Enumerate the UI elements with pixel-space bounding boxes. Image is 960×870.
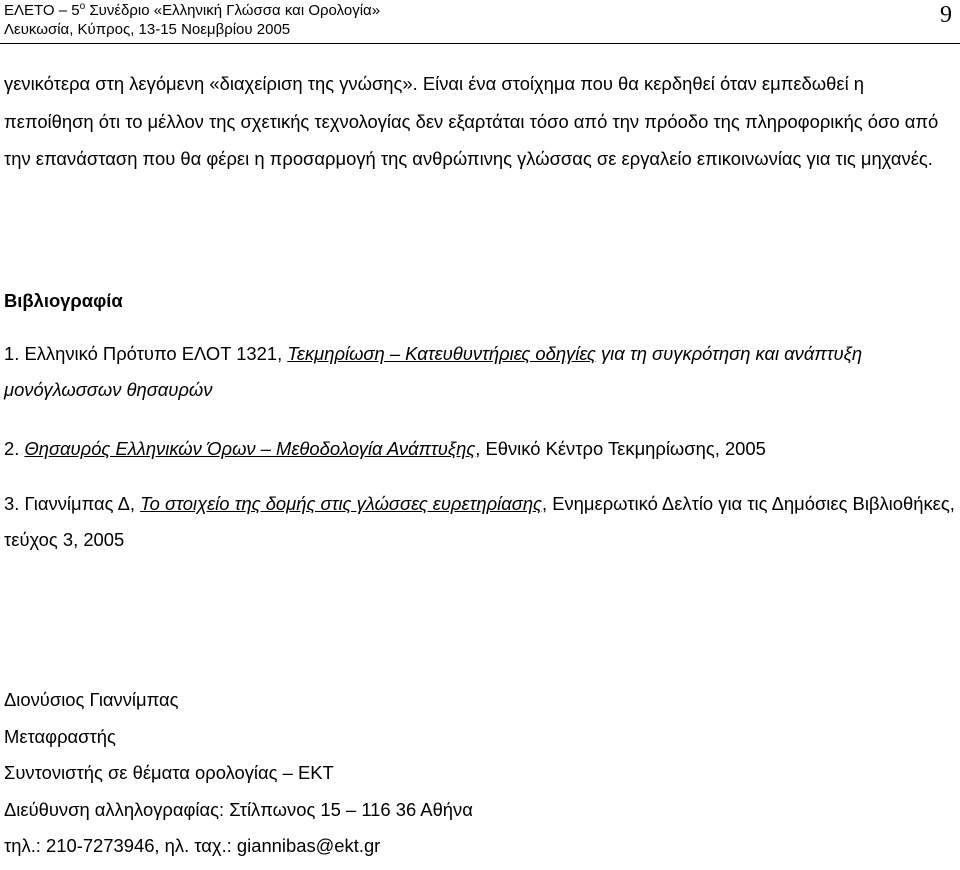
author-address: Διεύθυνση αλληλογραφίας: Στίλπωνος 15 – 116 36 Αθήνα: [4, 798, 473, 820]
body-paragraph: γενικότερα στη λεγόμενη «διαχείριση της γνώσης». Είναι ένα στοίχημα που θα κερδηθεί όταν εμπεδωθεί η πεποίθηση ότι το μέλλον της σχετικής τεχνολογίας δεν εξαρτάται τόσο από την πρόοδο της πληροφορικής όσο από την επανάσταση που θα φέρει η προσαρμογή της ανθρώπινης γλώσσας σε εργαλείο επικοινωνίας για τις μηχανές.: [4, 73, 939, 169]
author-name: Διονύσιος Γιαννίμπας: [4, 689, 179, 710]
author-coordinator: Συντονιστής σε θέματα ορολογίας – ΕΚΤ: [4, 762, 334, 784]
reference-3: 3. Γιαννίμπας Δ, Το στοιχείο της δομής στις γλώσσες ευρετηρίασης, Ενημερωτικό Δελτίο για τις Δημόσιες Βιβλιοθήκες, τεύχος 3, 2005: [4, 493, 955, 550]
conference-location: Λευκωσία, Κύπρος, 13-15 Νοεμβρίου 2005: [4, 21, 291, 38]
conference-title: ΕΛΕΤΟ – $5^o$ Συνέδριο «Ελληνική Γλώσσα και Ορολογία»: [4, 1, 381, 19]
reference-2: 2. Θησαυρός Ελληνικών Όρων – Μεθοδολογία Ανάπτυξης, Εθνικό Κέντρο Τεκμηρίωσης, 2005: [4, 438, 766, 459]
page-number: 9: [940, 2, 952, 28]
header-rule: [0, 43, 960, 44]
bibliography-heading: Βιβλιογραφία: [4, 290, 123, 311]
author-signature: [4, 682, 473, 865]
running-header: [4, 1, 380, 39]
author-contact: τηλ.: 210-7273946, ηλ. ταχ.: giannibas@ekt.gr: [4, 835, 381, 857]
author-role: Μεταφραστής: [4, 725, 116, 747]
reference-1: 1. Ελληνικό Πρότυπο ΕΛΟΤ 1321, Τεκμηρίωση – Κατευθυντήριες οδηγίες για τη συγκρότηση και ανάπτυξη μονόγλωσσων θησαυρών: [4, 343, 863, 400]
